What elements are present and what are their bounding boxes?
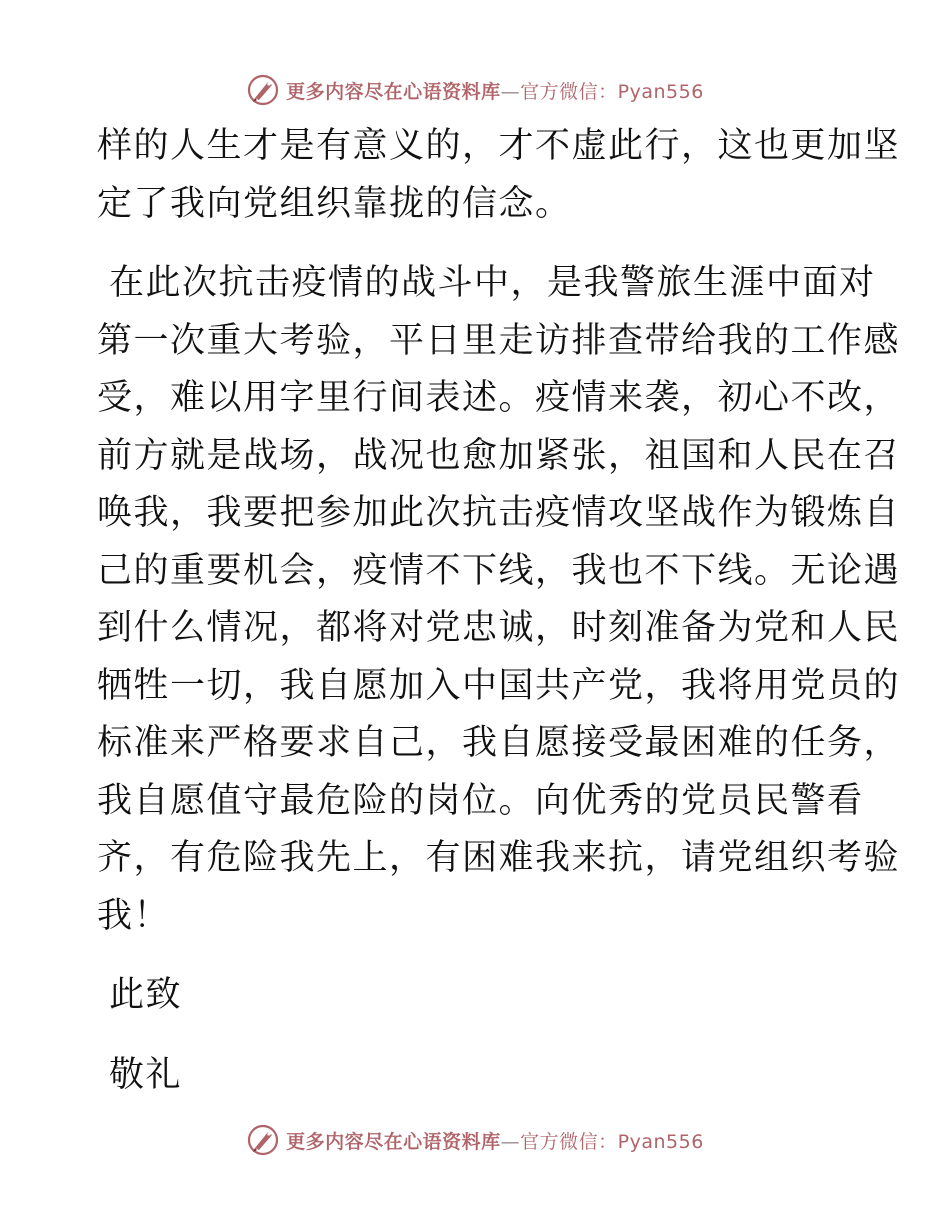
paragraph-line: 己的重要机会，疫情不下线，我也不下线。无论遇 [97,550,901,591]
paragraph-line: 我自愿值守最危险的岗位。向优秀的党员民警看 [97,780,864,821]
paragraph-1 [97,118,901,233]
paragraph-line: 唤我，我要把参加此次抗击疫情攻坚战作为锻炼自 [97,493,901,533]
paragraph-line: 第一次重大考验，平日里走访排查带给我的工作感 [97,320,901,361]
paragraph-line: 牺牲一切，我自愿加入中国共产党，我将用党员的 [97,665,901,706]
document-body [97,118,901,1104]
quill-pen-logo-icon [246,1123,280,1157]
page-footer-banner [0,1120,950,1160]
paragraph-line: 标准来严格要求自己，我自愿接受最困难的任务， [97,723,901,763]
paragraph-line: 定了我向党组织靠拢的信念。 [97,183,572,224]
quill-pen-logo-icon [246,73,280,107]
paragraph-line: 前方就是战场，战况也愈加紧张，祖国和人民在召 [97,435,901,476]
banner-text [286,77,704,104]
banner-brand: 更多内容尽在心语资料库 [286,1130,501,1153]
paragraph-line: 我！ [97,895,171,936]
paragraph-line: 在此次抗击疫情的战斗中，是我警旅生涯中面对 [109,263,876,303]
banner-contact: 官方微信：Pyan556 [520,80,704,103]
paragraph-line: 样的人生才是有意义的，才不虚此行，这也更加坚 [97,126,901,166]
paragraph-line: 齐，有危险我先上，有困难我来抗，请党组织考验 [97,838,901,878]
banner-brand: 更多内容尽在心语资料库 [286,80,501,103]
page-header-banner [0,70,950,110]
closing-regards: 敬礼 [109,1054,183,1095]
banner-text [286,1127,704,1154]
paragraph-2 [97,255,901,945]
paragraph-line: 受，难以用字里行间表述。疫情来袭，初心不改， [97,378,901,418]
banner-contact: 官方微信：Pyan556 [520,1130,704,1153]
banner-separator: — [500,1130,521,1153]
banner-separator: — [500,80,521,103]
paragraph-line: 到什么情况，都将对党忠诚，时刻准备为党和人民 [97,608,901,648]
closing-salutation: 此致 [109,975,183,1015]
